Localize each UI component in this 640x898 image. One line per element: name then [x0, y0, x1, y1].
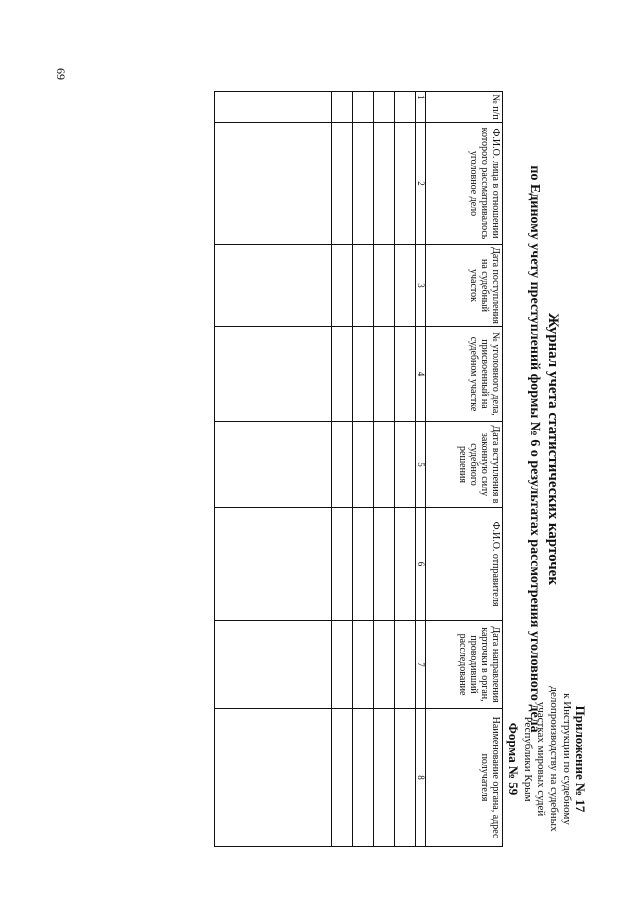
column-header-person: Ф.И.О. лица в отношении которого рассматривалось уголовное дело [426, 123, 503, 245]
column-number: 5 [416, 422, 426, 508]
column-number: 6 [416, 508, 426, 621]
journal-title: Журнал учета статистических карточек [545, 313, 561, 585]
column-number: 3 [416, 245, 426, 327]
table-cell [215, 422, 332, 508]
table-cell [215, 621, 332, 709]
table-cell [395, 327, 416, 422]
table-cell [332, 245, 353, 327]
table-cell [374, 245, 395, 327]
table-cell [395, 709, 416, 847]
table-cell [215, 327, 332, 422]
table-cell [353, 245, 374, 327]
table-cell [353, 621, 374, 709]
column-number: 1 [416, 92, 426, 123]
document-sheet [40, 39, 600, 859]
appendix-line: Республики Крым [522, 716, 534, 802]
table-row [353, 92, 374, 847]
table-row [374, 92, 395, 847]
table-cell [332, 621, 353, 709]
journal-table-wrapper [214, 91, 503, 846]
table-cell [374, 327, 395, 422]
column-number-row [416, 92, 426, 847]
table-cell [215, 508, 332, 621]
table-cell [332, 422, 353, 508]
column-header-case-number: № уголовного дела, присвоенный на судебном участке [426, 327, 503, 422]
table-cell [374, 621, 395, 709]
journal-subtitle: по Единому учету преступлений формы № 6 о результатах рассмотрения уголовного дела [527, 165, 542, 733]
column-header-index: № п/п [426, 92, 503, 123]
appendix-line: делопроизводству на судебных [548, 686, 560, 832]
table-cell [215, 709, 332, 847]
table-cell [353, 508, 374, 621]
table-cell [395, 422, 416, 508]
column-header-effective-date: Дата вступления в законную силу судебного решения [426, 422, 503, 508]
table-row [332, 92, 353, 847]
appendix-title: Приложение № 17 [573, 705, 588, 813]
table-cell [374, 92, 395, 123]
table-cell [395, 123, 416, 245]
table-cell [395, 245, 416, 327]
column-number: 4 [416, 327, 426, 422]
table-cell [215, 123, 332, 245]
table-cell [332, 327, 353, 422]
table-cell [215, 92, 332, 123]
table-row [395, 92, 416, 847]
table-cell [332, 709, 353, 847]
column-header-recipient: Наименование органа, адрес получателя [426, 709, 503, 847]
column-number: 8 [416, 709, 426, 847]
table-cell [374, 422, 395, 508]
table-cell [332, 123, 353, 245]
table-cell [395, 92, 416, 123]
table-cell [395, 621, 416, 709]
table-cell [374, 508, 395, 621]
page-number: 69 [54, 68, 68, 80]
table-cell [353, 92, 374, 123]
table-cell [353, 123, 374, 245]
table-cell [374, 709, 395, 847]
form-number: Форма № 59 [506, 722, 521, 796]
table-cell [353, 327, 374, 422]
column-header-sender: Ф.И.О. отправителя [426, 508, 503, 621]
table-cell [353, 422, 374, 508]
column-number: 7 [416, 621, 426, 709]
appendix-line: к Инструкции по судебному [561, 693, 573, 825]
column-number: 2 [416, 123, 426, 245]
appendix-line: участках мировых судей [535, 701, 547, 817]
table-header-row [426, 92, 503, 847]
table-cell [374, 123, 395, 245]
table-cell [395, 508, 416, 621]
table-cell [332, 508, 353, 621]
table-cell [353, 709, 374, 847]
column-header-received-date: Дата поступления на судебный участок [426, 245, 503, 327]
table-cell [215, 245, 332, 327]
journal-table [214, 91, 503, 847]
table-row [215, 92, 332, 847]
table-cell [332, 92, 353, 123]
column-header-sent-date: Дата направления карточки в орган, проводивший расследование [426, 621, 503, 709]
